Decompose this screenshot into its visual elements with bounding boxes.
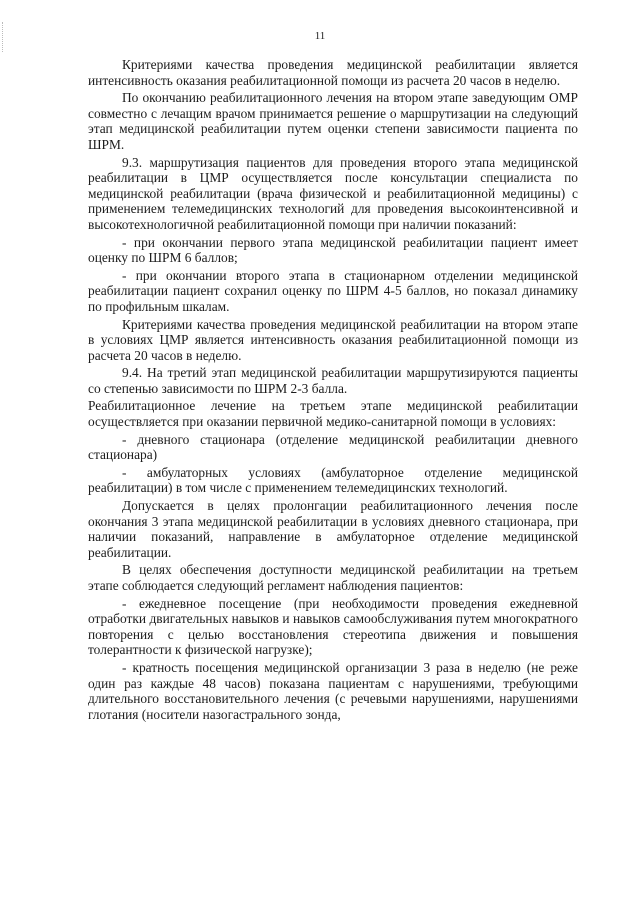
list-item: - при окончании второго этапа в стационарном отделении медицинской реабилитации пациент сохранил оценку по ШРМ 4-5 баллов, но показал динамику по профильным шкалам. <box>88 267 578 314</box>
paragraph: Допускается в целях пролонгации реабилитационного лечения после окончания 3 этапа медицинской реабилитации в условиях дневного стационара, при наличии показаний, направление в амбулаторное отделение медицинской реабилитации. <box>88 498 578 560</box>
list-item: - амбулаторных условиях (амбулаторное отделение медицинской реабилитации) в том числе с применением телемедицинских технологий. <box>88 464 578 496</box>
document-body <box>88 57 578 724</box>
paragraph: Критериями качества проведения медицинской реабилитации является интенсивность оказания реабилитационной помощи из расчета 20 часов в неделю. <box>88 57 578 88</box>
paragraph: Критериями качества проведения медицинской реабилитации на втором этапе в условиях ЦМР является интенсивность оказания реабилитационной помощи из расчета 20 часов в неделю. <box>88 316 578 363</box>
page-number: 11 <box>314 30 326 42</box>
paragraph: 9.4. На третий этап медицинской реабилитации маршрутизируются пациенты со степенью зависимости по ШРМ 2-3 балла. <box>88 365 578 396</box>
list-item: - кратность посещения медицинской организации 3 раза в неделю (не реже один раз каждые 48 часов) показана пациентам с нарушениями, требующими длительного восстановительного лечения (с речевыми нарушениями, нарушениями глотания (носители назогастрального зонда, <box>88 659 578 722</box>
paragraph: По окончанию реабилитационного лечения на втором этапе заведующим ОМР совместно с лечащим врачом принимается решение о маршрутизации на следующий этап медицинской реабилитации путем оценки степени зависимости пациента по ШРМ. <box>88 90 578 152</box>
paragraph: Реабилитационное лечение на третьем этапе медицинской реабилитации осуществляется при оказании первичной медико-санитарной помощи в условиях: <box>88 398 578 430</box>
paragraph: В целях обеспечения доступности медицинской реабилитации на третьем этапе соблюдается следующий регламент наблюдения пациентов: <box>88 562 578 593</box>
list-item: - дневного стационара (отделение медицинской реабилитации дневного стационара) <box>88 431 578 463</box>
list-item: - при окончании первого этапа медицинской реабилитации пациент имеет оценку по ШРМ 6 баллов; <box>88 234 578 266</box>
list-item: - ежедневное посещение (при необходимости проведения ежедневной отработки двигательных навыков и навыков самообслуживания путем многократного повторения с целью восстановления стереотипа движения и повышения толерантности к физической нагрузке); <box>88 595 578 658</box>
paragraph: 9.3. маршрутизация пациентов для проведения второго этапа медицинской реабилитации в ЦМР осуществляется после консультации специалиста по медицинской реабилитации (врача физической и реабилитационной медицины) с применением телемедицинских технологий для проведения высокоинтенсивной и высокотехнологичной реабилитационной помощи при наличии показаний: <box>88 154 578 232</box>
